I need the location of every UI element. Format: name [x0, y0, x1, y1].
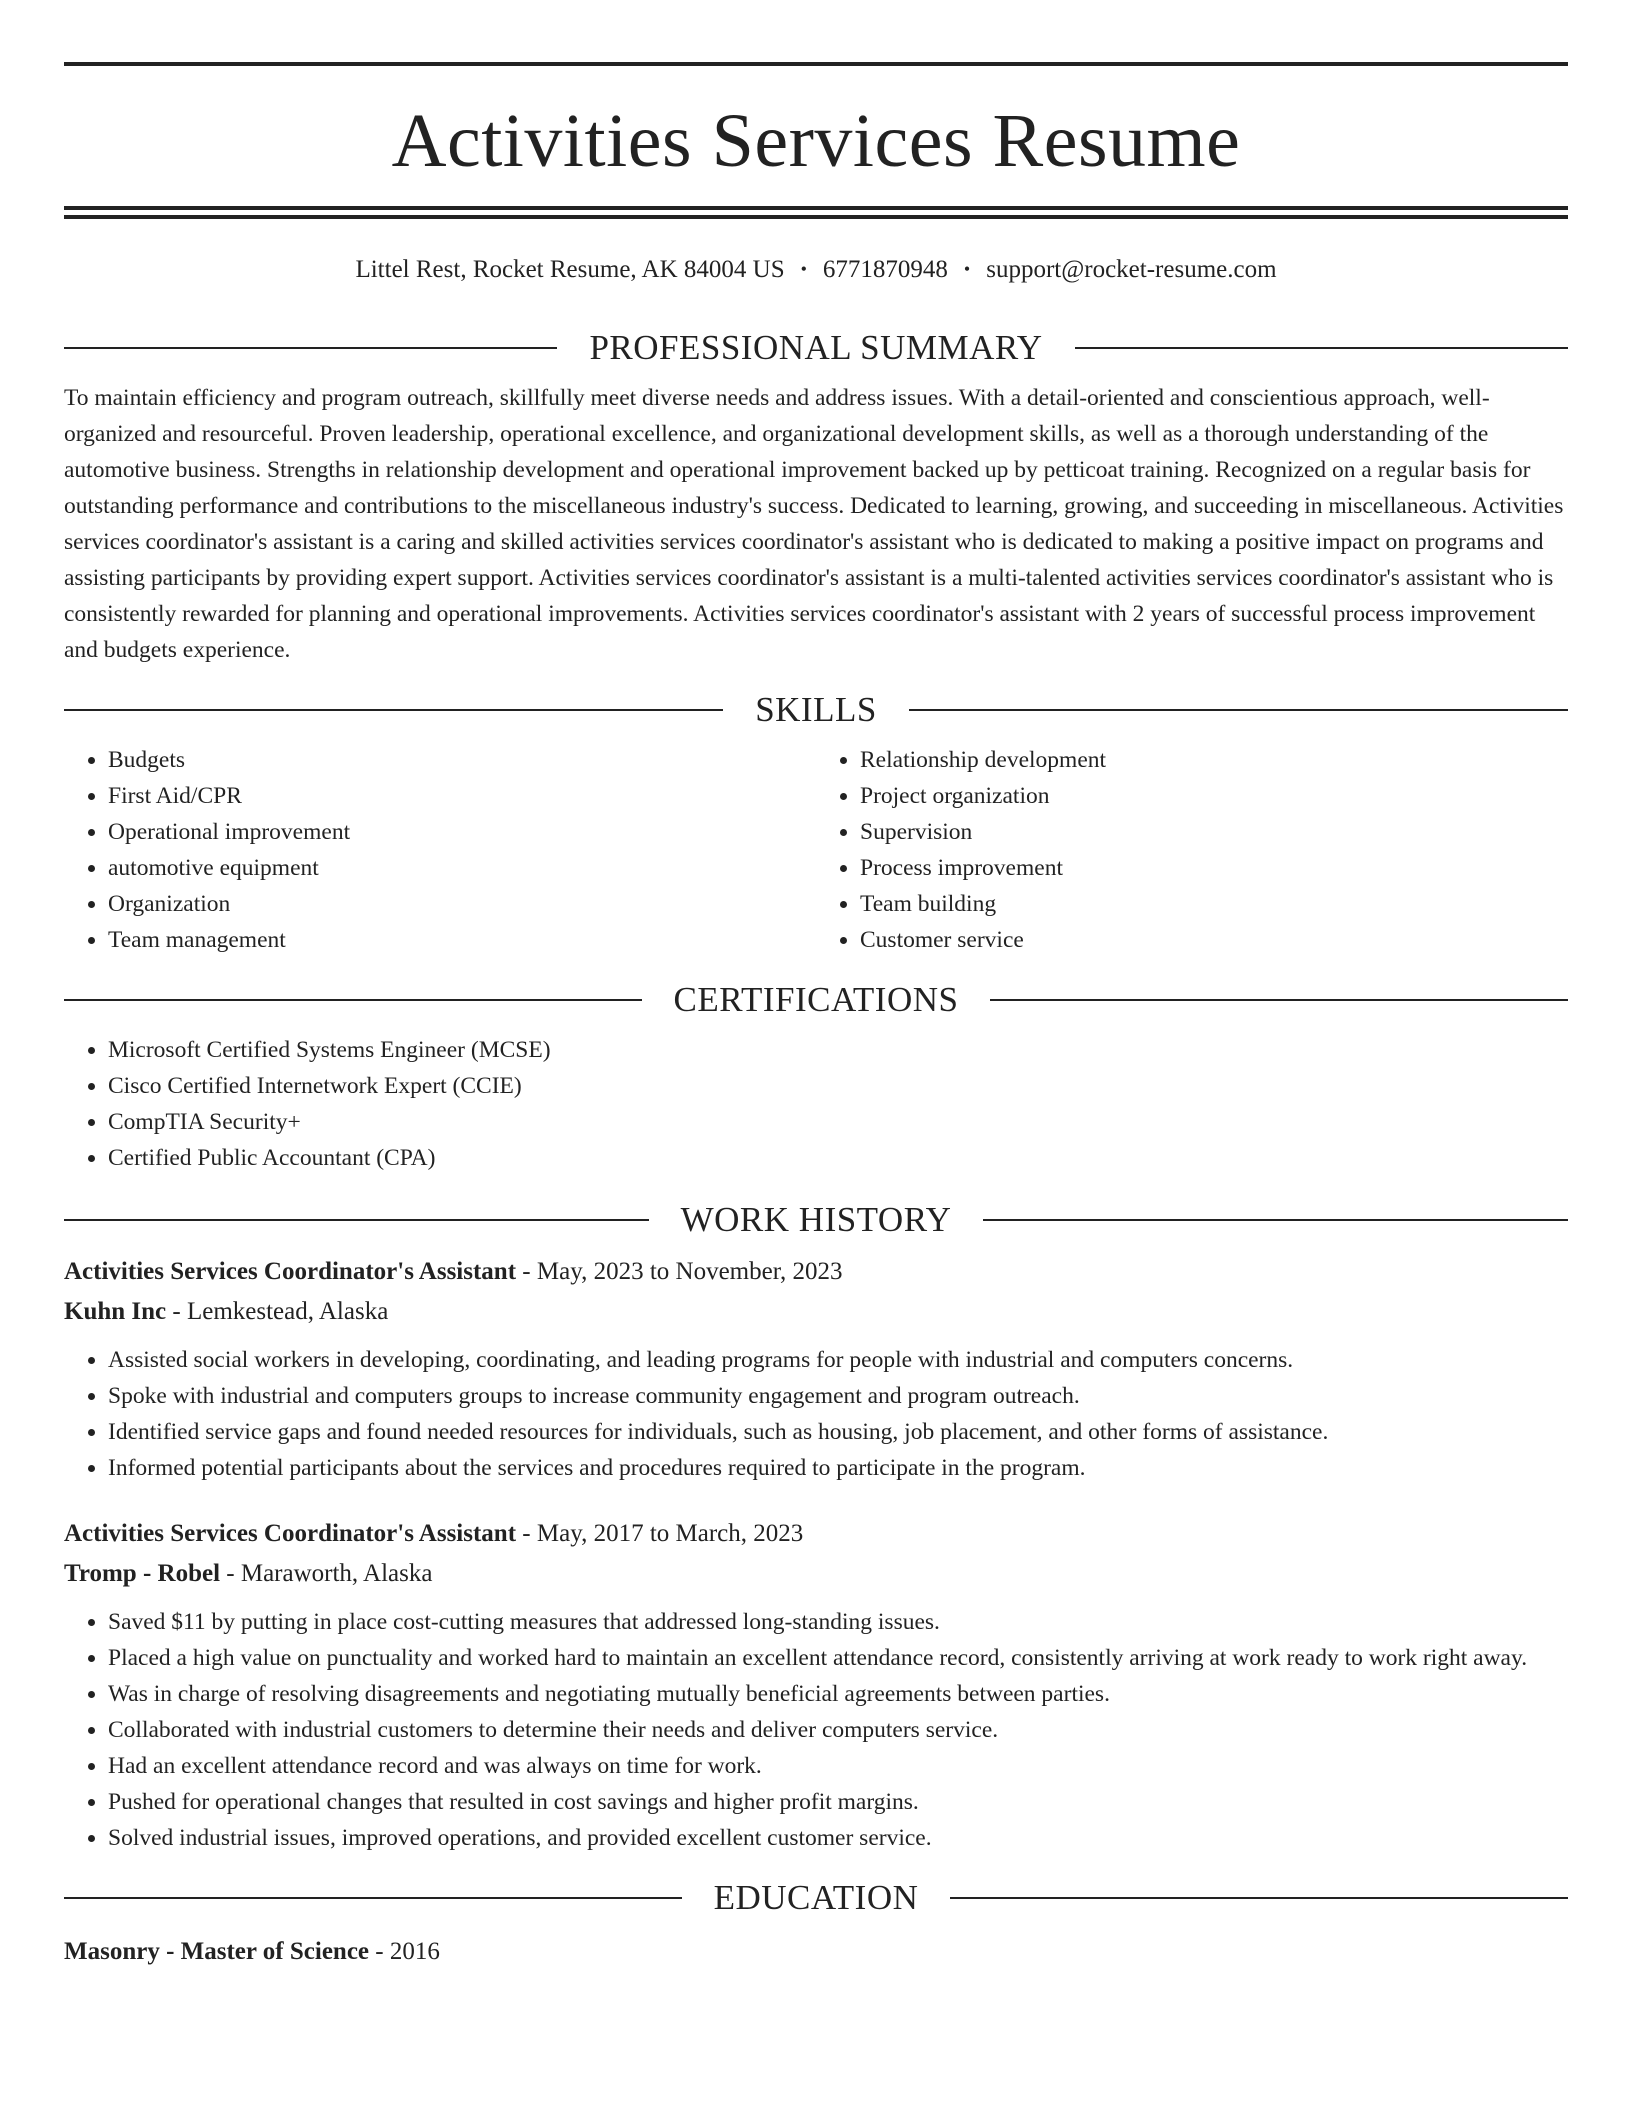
contact-phone: 6771870948 — [822, 256, 948, 283]
skill-item: • Team management — [108, 922, 816, 958]
section-header-education — [64, 1876, 1568, 1920]
section-title-certifications: CERTIFICATIONS — [673, 980, 959, 1019]
skills-list-right — [816, 742, 1568, 958]
divider-line — [1075, 347, 1568, 349]
skill-item: • Customer service — [860, 922, 1568, 958]
job-title: Activities Services Coordinator's Assistant — [64, 1520, 517, 1547]
job-bullets — [64, 1342, 1568, 1486]
job-bullet: • Had an excellent attendance record and was always on time for work. — [108, 1748, 1568, 1784]
certifications-list — [64, 1032, 1568, 1176]
job-bullet: • Spoke with industrial and computers groups to increase community engagement and program outreach. — [108, 1378, 1568, 1414]
job-company: Tromp - Robel — [64, 1560, 221, 1587]
certification-item: • Cisco Certified Internetwork Expert (CCIE) — [108, 1068, 1568, 1104]
job-bullets — [64, 1604, 1568, 1856]
divider-line — [64, 347, 557, 349]
certification-item: • CompTIA Security+ — [108, 1104, 1568, 1140]
skill-item: • Budgets — [108, 742, 816, 778]
skill-item: • Process improvement — [860, 850, 1568, 886]
job-entry — [64, 1514, 1568, 1856]
section-title-summary: PROFESSIONAL SUMMARY — [589, 328, 1043, 367]
divider-line — [64, 1219, 649, 1221]
skills-grid — [64, 732, 1568, 958]
skill-item: • First Aid/CPR — [108, 778, 816, 814]
section-title-skills: SKILLS — [755, 690, 877, 729]
section-header-work-history — [64, 1198, 1568, 1242]
skill-item: • Project organization — [860, 778, 1568, 814]
divider-line — [64, 1897, 682, 1899]
education-year: - 2016 — [369, 1938, 440, 1965]
resume-page — [64, 62, 1568, 1972]
divider-line — [64, 709, 723, 711]
skill-item: • Supervision — [860, 814, 1568, 850]
divider-line — [983, 1219, 1568, 1221]
job-dates: - May, 2017 to March, 2023 — [516, 1520, 804, 1547]
divider-line — [990, 999, 1568, 1001]
job-title-line — [64, 1514, 1568, 1554]
job-bullet: • Was in charge of resolving disagreements and negotiating mutually beneficial agreements between parties. — [108, 1676, 1568, 1712]
job-company-line — [64, 1292, 1568, 1332]
job-company-line — [64, 1554, 1568, 1594]
job-bullet: • Pushed for operational changes that resulted in cost savings and higher profit margins. — [108, 1784, 1568, 1820]
job-location: - Maraworth, Alaska — [220, 1560, 433, 1587]
contact-separator: • — [800, 259, 807, 279]
section-header-summary — [64, 326, 1568, 370]
skill-item: • automotive equipment — [108, 850, 816, 886]
job-bullet: • Assisted social workers in developing, coordinating, and leading programs for people with industrial and computers concerns. — [108, 1342, 1568, 1378]
job-bullet: • Identified service gaps and found needed resources for individuals, such as housing, job placement, and other forms of assistance. — [108, 1414, 1568, 1450]
summary-text: To maintain efficiency and program outreach, skillfully meet diverse needs and address issues. With a detail-oriented and conscientious approach, well-organized and resourceful. Proven leadership, operational excellence, and organizational development skills, as well as a thorough understanding of the automotive business. Strengths in relationship development and operational improvement backed up by petticoat training. Recognized on a regular basis for outstanding performance and contributions to the miscellaneous industry's success. Dedicated to learning, growing, and succeeding in miscellaneous. Activities services coordinator's assistant is a caring and skilled activities services coordinator's assistant who is dedicated to making a positive impact on programs and assisting participants by providing expert support. Activities services coordinator's assistant is a multi-talented activities services coordinator's assistant who is consistently rewarded for planning and operational improvements. Activities services coordinator's assistant with 2 years of successful process improvement and budgets experience. — [64, 385, 1564, 663]
skills-list-left — [64, 742, 816, 958]
divider-line — [909, 709, 1568, 711]
skill-item: • Relationship development — [860, 742, 1568, 778]
job-bullet: • Placed a high value on punctuality and worked hard to maintain an excellent attendance record, consistently arriving at work ready to work right away. — [108, 1640, 1568, 1676]
education-entry — [64, 1932, 1568, 1972]
skill-item: • Organization — [108, 886, 816, 922]
skill-item: • Team building — [860, 886, 1568, 922]
skill-item: • Operational improvement — [108, 814, 816, 850]
contact-email: support@rocket-resume.com — [986, 256, 1277, 283]
certification-item: • Certified Public Accountant (CPA) — [108, 1140, 1568, 1176]
section-title-education: EDUCATION — [713, 1878, 919, 1917]
contact-address: Littel Rest, Rocket Resume, AK 84004 US — [355, 256, 785, 283]
section-title-work-history: WORK HISTORY — [680, 1200, 952, 1239]
divider-line — [64, 999, 642, 1001]
certification-item: • Microsoft Certified Systems Engineer (MCSE) — [108, 1032, 1568, 1068]
job-dates: - May, 2023 to November, 2023 — [516, 1258, 843, 1285]
job-location: - Lemkestead, Alaska — [166, 1298, 389, 1325]
job-bullet: • Saved $11 by putting in place cost-cutting measures that addressed long-standing issues. — [108, 1604, 1568, 1640]
title-double-rule — [64, 206, 1568, 219]
job-bullet: • Collaborated with industrial customers to determine their needs and deliver computers service. — [108, 1712, 1568, 1748]
contact-line — [64, 253, 1568, 286]
job-company: Kuhn Inc — [64, 1298, 167, 1325]
job-title: Activities Services Coordinator's Assistant — [64, 1258, 517, 1285]
section-header-skills — [64, 688, 1568, 732]
job-title-line — [64, 1252, 1568, 1292]
contact-separator: • — [963, 259, 971, 279]
education-degree: Masonry - Master of Science — [64, 1938, 370, 1965]
job-bullet: • Solved industrial issues, improved operations, and provided excellent customer service. — [108, 1820, 1568, 1856]
divider-line — [950, 1897, 1568, 1899]
page-title: Activities Services Resume — [391, 99, 1241, 183]
top-rule — [64, 62, 1568, 66]
section-header-certifications — [64, 978, 1568, 1022]
job-bullet: • Informed potential participants about the services and procedures required to participate in the program. — [108, 1450, 1568, 1486]
job-entry — [64, 1252, 1568, 1486]
